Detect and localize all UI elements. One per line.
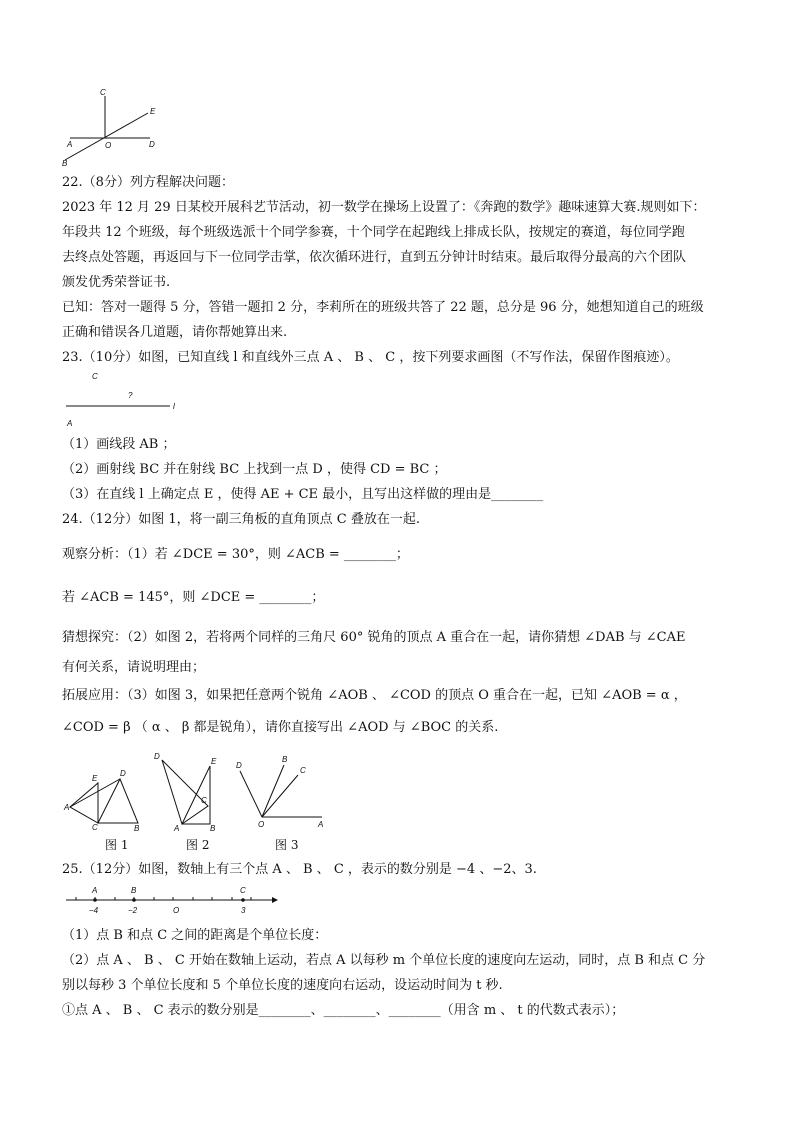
label-b: B <box>62 159 68 168</box>
q22-para-4: 颁发优秀荣誉证书. <box>62 275 171 290</box>
f1-label-d: D <box>120 769 126 778</box>
q24-heading: 24.（12分）如图 1，将一副三角板的直角顶点 C 叠放在一起. <box>62 512 420 527</box>
q23-heading: 23.（10分）如图，已知直线 l 和直线外三点 A 、 B 、 C ，按下列要求画图（不写作法，保留作图痕迹）。 <box>62 350 679 365</box>
figure-lines-through-o <box>60 86 170 166</box>
label-o: O <box>105 141 112 150</box>
q22-para-5: 已知：答对一题得 5 分，答错一题扣 2 分，李莉所在的班级共答了 22 题，总分是 96 分，她想知道自己的班级 <box>62 300 704 315</box>
q24-guess-1: 猜想探究：（2）如图 2，若将两个同样的三角尺 60° 锐角的顶点 A 重合在一起，请你猜想 ∠DAB 与 ∠CAE <box>62 630 686 645</box>
q23-label-c: C <box>92 372 98 381</box>
q25-heading: 25.（12分）如图，数轴上有三个点 A 、 B 、 C ，表示的数分别是 −4 、−2、3. <box>62 862 537 877</box>
axis-label-c: C <box>240 886 246 895</box>
f2-label-b: B <box>210 824 216 833</box>
axis-tick-origin: O <box>173 906 180 915</box>
f2-label-a: A <box>174 824 180 833</box>
q24-figure-1 <box>62 765 152 835</box>
q22-para-2: 年段共 12 个班级，每个班级选派十个同学参赛，十个同学在起跑线上排成长队，按规定的赛道，每位同学跑 <box>62 225 685 240</box>
axis-tick-minus4: −4 <box>89 906 99 915</box>
f3-label-d: D <box>236 761 242 770</box>
q23-step-2: （2）画射线 BC 并在射线 BC 上找到一点 D ，使得 CD = BC ； <box>62 462 447 477</box>
q24-extend-2: ∠COD = β （ α 、 β 都是锐角），请你直接写出 ∠AOD 与 ∠BOC 的关系. <box>62 720 499 735</box>
q24-guess-2: 有何关系，请说明理由； <box>62 660 206 675</box>
q25-step-3: ①点 A 、 B 、 C 表示的数分别是________、________、________（用含 m 、 t 的代数式表示）； <box>62 1003 625 1018</box>
axis-tick-3: 3 <box>241 906 246 915</box>
f1-label-b: B <box>134 824 140 833</box>
label-c: C <box>100 88 106 97</box>
q23-step-3: （3）在直线 l 上确定点 E ，使得 AE + CE 最小，且写出这样做的理由是________ <box>62 487 544 502</box>
f3-label-a: A <box>318 820 324 829</box>
q24-observe-1: 观察分析：（1）若 ∠DCE = 30°，则 ∠ACB = ________； <box>62 547 409 562</box>
q23-label-a: A <box>67 419 73 428</box>
label-d: D <box>149 140 155 149</box>
caption-figure-1: 图 1 <box>105 838 129 852</box>
f1-label-a: A <box>64 803 70 812</box>
q24-figure-2 <box>150 752 230 834</box>
label-a: A <box>67 140 73 149</box>
f3-label-o: O <box>258 820 265 829</box>
q25-step-2b: 别以每秒 3 个单位长度和 5 个单位长度的速度向右运动，设运动时间为 t 秒. <box>62 978 503 993</box>
f2-label-c: C <box>201 796 207 805</box>
q23-label-l: l <box>173 402 175 411</box>
q23-label-b: ? <box>128 391 133 400</box>
f3-label-b: B <box>282 755 288 764</box>
label-e: E <box>150 107 156 116</box>
q22-para-3: 去终点处答题，再返回与下一位同学击掌，依次循环进行，直到五分钟计时结束。最后取得分最高的六个团队 <box>62 250 687 265</box>
caption-figure-3: 图 3 <box>275 838 299 852</box>
axis-label-b: B <box>131 886 137 895</box>
q24-observe-2: 若 ∠ACB = 145°，则 ∠DCE = ________； <box>62 590 325 605</box>
f2-label-e: E <box>211 757 217 766</box>
q23-figure <box>62 370 192 430</box>
q22-para-1: 2023 年 12 月 29 日某校开展科艺节活动，初一数学在操场上设置了：《奔跑的数学》趣味速算大赛.规则如下： <box>62 200 706 215</box>
f3-label-c: C <box>300 766 306 775</box>
caption-figure-2: 图 2 <box>186 838 210 852</box>
q23-step-1: （1）画线段 AB ； <box>62 437 176 452</box>
q22-para-6: 正确和错误各几道题，请你帮她算出来. <box>62 325 288 340</box>
q24-figure-3 <box>232 755 332 835</box>
q25-number-line <box>62 882 292 918</box>
q25-step-2a: （2）点 A 、 B 、 C 开始在数轴上运动，若点 A 以每秒 m 个单位长度的速度向左运动，同时，点 B 和点 C 分 <box>62 953 706 968</box>
q22-heading: 22.（8分）列方程解决问题： <box>62 175 234 190</box>
f1-label-c: C <box>92 823 98 832</box>
q25-step-1: （1）点 B 和点 C 之间的距离是个单位长度： <box>62 928 328 943</box>
f1-label-e: E <box>92 774 98 783</box>
q24-extend-1: 拓展应用：（3）如图 3，如果把任意两个锐角 ∠AOB 、 ∠COD 的顶点 O 重合在一起，已知 ∠AOB = α ， <box>62 688 687 703</box>
f2-label-d: D <box>154 752 160 761</box>
axis-label-a: A <box>92 886 98 895</box>
axis-tick-minus2: −2 <box>128 906 138 915</box>
